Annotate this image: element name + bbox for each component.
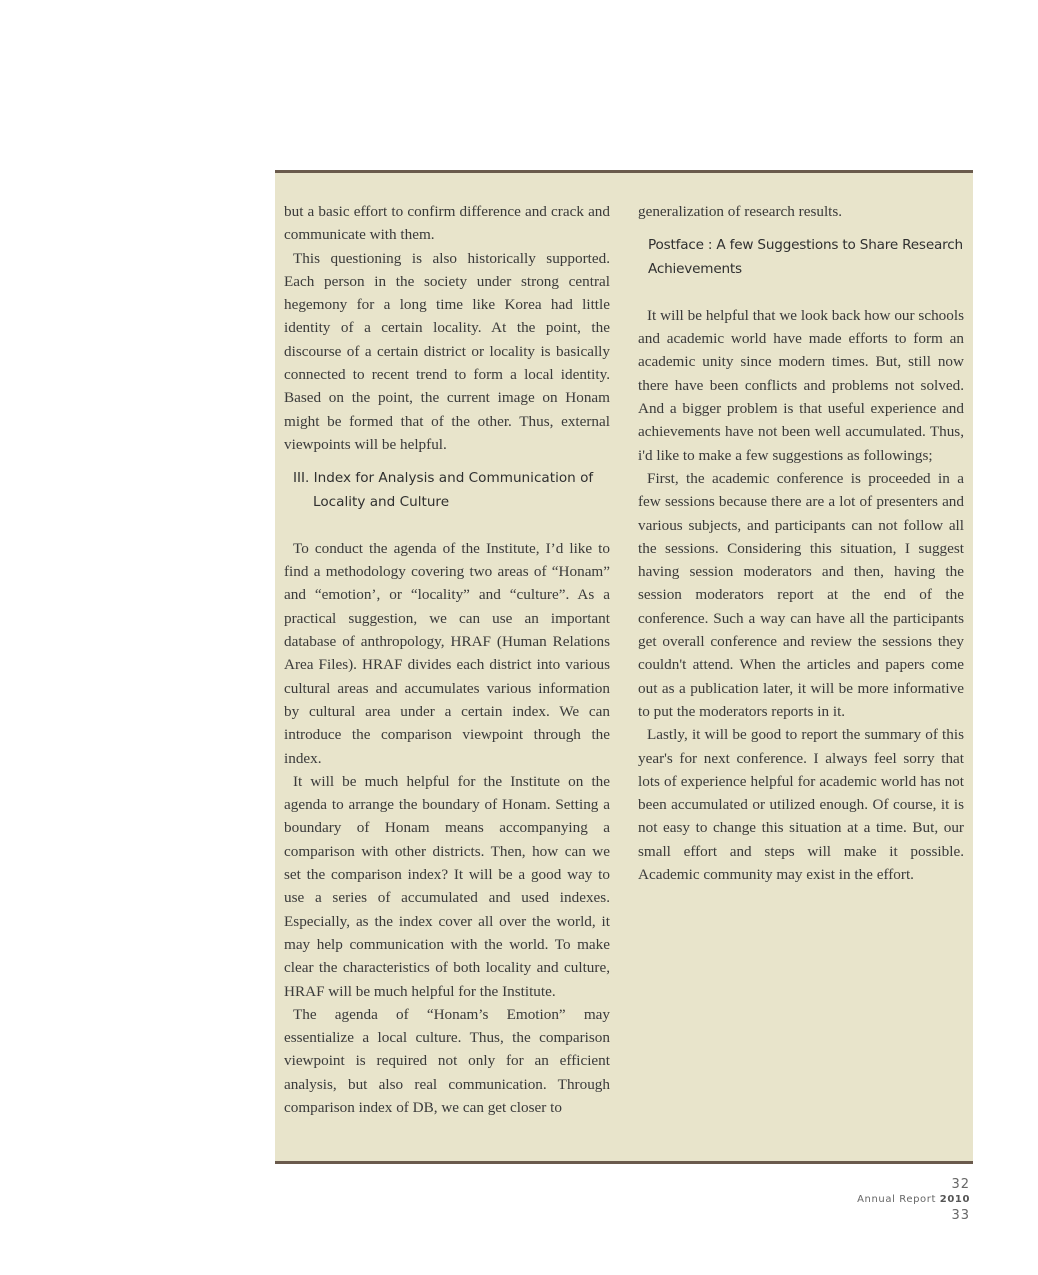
left-column bbox=[284, 200, 610, 1119]
section-heading: Postface : A few Suggestions to Share Research Achievements bbox=[648, 237, 963, 277]
report-title bbox=[857, 1193, 970, 1207]
report-year: 2010 bbox=[939, 1194, 970, 1205]
page-number-left: 32 bbox=[951, 1177, 970, 1192]
page-footer bbox=[857, 1176, 970, 1224]
page-number-right: 33 bbox=[951, 1208, 970, 1223]
paragraph: but a basic effort to confirm difference and crack and communicate with them. bbox=[284, 203, 610, 244]
paragraph: This questioning is also historically supported. Each person in the society under strong central hegemony for a long time like Korea had little identity of a certain locality. At the point, the discourse of a certain district or locality is basically connected to recent trend to form a local identity. Based on the point, the current image on Honam might be formed that of the other. Thus, external viewpoints will be helpful. bbox=[284, 249, 610, 453]
paragraph: To conduct the agenda of the Institute, I’d like to find a methodology covering two areas of “Honam” and “emotion’, or “locality” and “culture”. As a practical suggestion, we can use an important database of anthropology, HRAF (Human Relations Area Files). HRAF divides each district into various cultural areas and accumulates various information by cultural area under a certain index. We can introduce the comparison viewpoint through the index. bbox=[284, 539, 610, 767]
paragraph: It will be much helpful for the Institute on the agenda to arrange the boundary of Honam. Setting a boundary of Honam means accompanying a comparison with other districts. Then, how can we set the comparison index? It will be a good way to use a series of accumulated and used indexes. Especially, as the index cover all over the world, it may help communication with the world. To make clear the characteristics of both locality and culture, HRAF will be much helpful for the Institute. bbox=[284, 772, 610, 1000]
paragraph: The agenda of “Honam’s Emotion” may essentialize a local culture. Thus, the comparison viewpoint is required not only for an efficient analysis, but also real communication. Through comparison index of DB, we can get closer to bbox=[284, 1005, 610, 1116]
right-column bbox=[638, 200, 964, 886]
paragraph: generalization of research results. bbox=[638, 203, 843, 220]
paragraph: It will be helpful that we look back how our schools and academic world have made efforts to form an academic unity since modern times. But, still now there have been conflicts and problems not solved. And a bigger problem is that useful experience and achievements have not been well accumulated. Thus, i'd like to make a few suggestions as followings; bbox=[638, 306, 964, 464]
paragraph: Lastly, it will be good to report the summary of this year's for next conference. I always feel sorry that lots of experience helpful for academic world has not been accumulated or utilized enough. Of course, it is not easy to change this situation at a time. But, our small effort and steps will make it possible. Academic community may exist in the effort. bbox=[638, 726, 964, 884]
paragraph: First, the academic conference is proceeded in a few sessions because there are a lot of presenters and various subjects, and participants can not follow all the sessions. Considering this situation, I suggest having session moderators and then, having the session moderators report at the end of the conference. Such a way can have all the participants get overall conference and review the sessions they couldn't attend. When the articles and papers come out as a publication later, it will be more informative to put the moderators reports in it. bbox=[638, 469, 964, 720]
section-heading: III. Index for Analysis and Communication of Locality and Culture bbox=[293, 470, 594, 510]
report-label: Annual Report bbox=[857, 1194, 936, 1205]
